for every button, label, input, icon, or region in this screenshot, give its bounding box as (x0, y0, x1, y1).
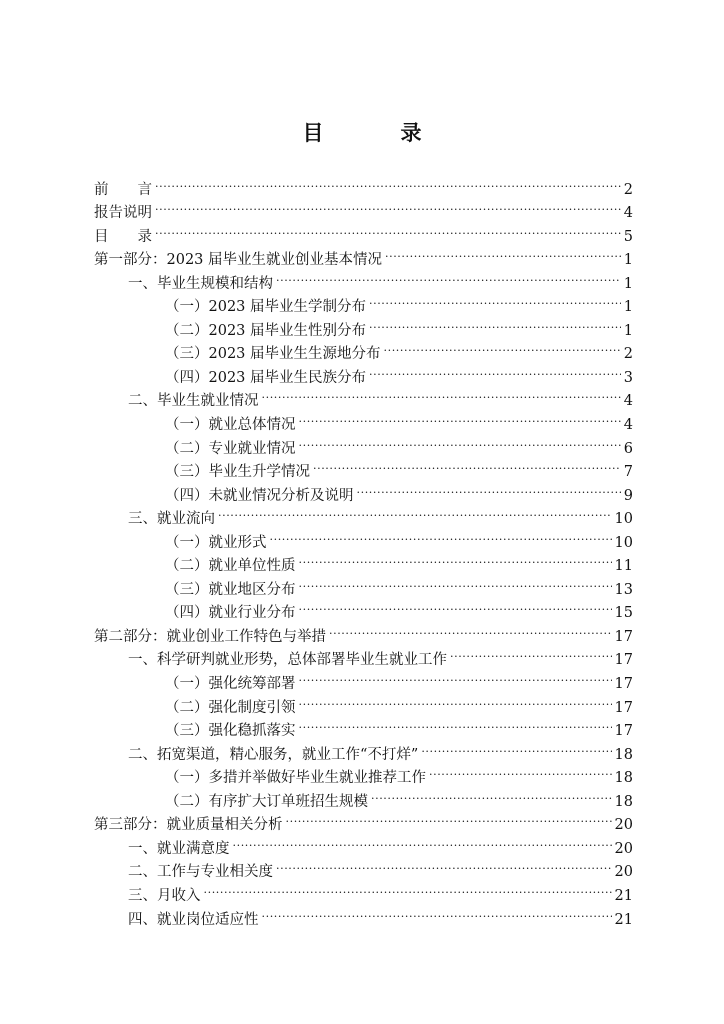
toc-entry-label: （二）就业单位性质 (165, 558, 296, 575)
toc-entry-label: （四）未就业情况分析及说明 (165, 487, 354, 504)
dot-leader (276, 853, 612, 877)
dot-leader (299, 664, 612, 688)
toc-entry-page-number: 18 (614, 746, 633, 763)
toc-entry-page-number: 1 (623, 299, 633, 316)
toc-entry-page-number: 5 (623, 228, 633, 245)
dot-leader (371, 782, 612, 806)
toc-entry-label: 第三部分：就业质量相关分析 (94, 817, 283, 834)
toc-entry-label: （二）强化制度引领 (165, 699, 296, 716)
toc-entry[interactable] (94, 217, 633, 245)
dot-leader (369, 311, 621, 335)
toc-entry[interactable] (94, 170, 633, 198)
toc-entry[interactable] (94, 241, 633, 269)
toc-entry-label: （一）就业形式 (165, 534, 267, 551)
toc-entry-label: 目 录 (94, 228, 152, 245)
dot-leader (369, 358, 621, 382)
toc-entry-label: 一、科学研判就业形势，总体部署毕业生就业工作 (128, 652, 447, 669)
toc-entry-label: （三）就业地区分布 (165, 581, 296, 598)
toc-entry-page-number: 15 (614, 605, 633, 622)
toc-entry-page-number: 10 (614, 511, 633, 528)
dot-leader (384, 335, 621, 359)
toc-entry-label: （二）有序扩大订单班招生规模 (165, 793, 368, 810)
toc-entry-page-number: 4 (623, 393, 633, 410)
dot-leader (262, 900, 612, 924)
toc-entry-page-number: 2 (623, 346, 633, 363)
dot-leader (218, 500, 612, 524)
toc-entry-label: 四、就业岗位适应性 (128, 911, 259, 928)
toc-entry[interactable] (94, 194, 633, 222)
toc-entry-page-number: 17 (614, 723, 633, 740)
dot-leader (357, 476, 621, 500)
toc-entry-page-number: 10 (614, 534, 633, 551)
toc-entry-label: （一）2023 届毕业生学制分布 (165, 299, 367, 316)
toc-entry-page-number: 7 (623, 464, 633, 481)
toc-entry-page-number: 17 (614, 676, 633, 693)
toc-entry-page-number: 18 (614, 793, 633, 810)
dot-leader (276, 264, 621, 288)
toc-entry-label: 第一部分：2023 届毕业生就业创业基本情况 (94, 252, 383, 269)
toc-entry-page-number: 1 (623, 252, 633, 269)
toc-entry-page-number: 2 (623, 181, 633, 198)
toc-entry-page-number: 4 (623, 205, 633, 222)
toc-entry-label: （三）2023 届毕业生生源地分布 (165, 346, 381, 363)
toc-entry-page-number: 21 (614, 911, 633, 928)
toc-entry-label: （一）就业总体情况 (165, 417, 296, 434)
dot-leader (204, 876, 612, 900)
toc-entry-page-number: 9 (623, 487, 633, 504)
dot-leader (329, 617, 612, 641)
dot-leader (369, 288, 621, 312)
dot-leader (299, 712, 612, 736)
dot-leader (286, 806, 612, 830)
dot-leader (155, 217, 621, 241)
dot-leader (155, 170, 621, 194)
toc-entry-label: （三）强化稳抓落实 (165, 723, 296, 740)
dot-leader (450, 641, 612, 665)
toc-entry-label: 三、就业流向 (128, 511, 215, 528)
toc-entry-label: 三、月收入 (128, 887, 201, 904)
toc-entry-page-number: 18 (614, 770, 633, 787)
toc-entry-page-number: 21 (614, 887, 633, 904)
toc-entry-page-number: 6 (623, 440, 633, 457)
toc-entry-label: 第二部分：就业创业工作特色与举措 (94, 628, 326, 645)
dot-leader (262, 382, 621, 406)
dot-leader (421, 735, 611, 759)
toc-entry-label: （三）毕业生升学情况 (165, 464, 310, 481)
toc-entry-label: 一、就业满意度 (128, 840, 230, 857)
dot-leader (299, 688, 612, 712)
dot-leader (299, 570, 612, 594)
dot-leader (155, 194, 621, 218)
table-of-contents (94, 170, 633, 928)
dot-leader (270, 523, 612, 547)
page-title: 目 录 (302, 121, 450, 145)
toc-entry-label: （一）多措并举做好毕业生就业推荐工作 (165, 770, 426, 787)
dot-leader (299, 547, 612, 571)
dot-leader (299, 405, 621, 429)
toc-entry-page-number: 4 (623, 417, 633, 434)
toc-entry-page-number: 11 (614, 558, 633, 575)
toc-entry-label: （二）专业就业情况 (165, 440, 296, 457)
dot-leader (313, 453, 621, 477)
toc-entry-page-number: 13 (614, 581, 633, 598)
toc-entry-label: 二、毕业生就业情况 (128, 393, 259, 410)
toc-entry-label: （四）就业行业分布 (165, 605, 296, 622)
toc-entry-page-number: 1 (623, 275, 633, 292)
toc-entry-label: 报告说明 (94, 205, 152, 222)
dot-leader (299, 594, 612, 618)
toc-entry-page-number: 17 (614, 628, 633, 645)
toc-entry-label: 一、毕业生规模和结构 (128, 275, 273, 292)
dot-leader (385, 241, 621, 265)
toc-entry-page-number: 1 (623, 322, 633, 339)
toc-entry-label: （二）2023 届毕业生性别分布 (165, 322, 367, 339)
toc-entry-label: （一）强化统筹部署 (165, 676, 296, 693)
toc-entry-label: 二、工作与专业相关度 (128, 864, 273, 881)
dot-leader (299, 429, 621, 453)
toc-entry-label: （四）2023 届毕业生民族分布 (165, 369, 367, 386)
toc-entry-page-number: 20 (614, 817, 633, 834)
dot-leader (429, 759, 612, 783)
toc-entry-page-number: 3 (623, 369, 633, 386)
toc-entry-label: 前 言 (94, 181, 152, 198)
toc-entry-page-number: 17 (614, 699, 633, 716)
toc-entry-page-number: 17 (614, 652, 633, 669)
toc-entry-label: 二、拓宽渠道，精心服务，就业工作“不打烊” (128, 746, 419, 763)
toc-entry-page-number: 20 (614, 864, 633, 881)
toc-entry-page-number: 20 (614, 840, 633, 857)
dot-leader (233, 829, 612, 853)
